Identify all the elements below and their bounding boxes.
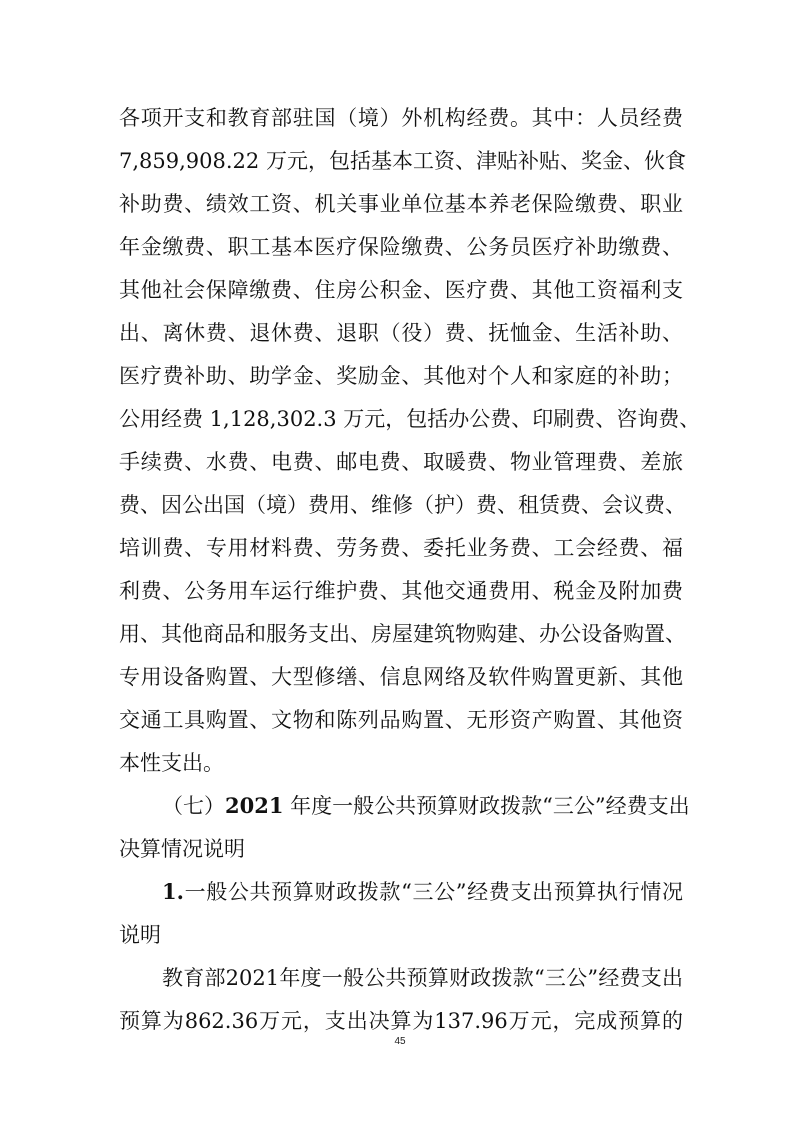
section-heading-7-continued: 决算情况说明 [119,837,245,861]
heading-text: 年度一般公共预算财政拨款“三公”经费支出 [283,794,690,818]
body-text-line: 交通工具购置、文物和陈列品购置、无形资产购置、其他资 [119,708,683,732]
subsection-heading-1 [162,872,683,912]
body-text-line: 利费、公务用车运行维护费、其他交通费用、税金及附加费 [119,579,683,603]
body-text-line: 公用经费 1,128,302.3 万元，包括办公费、印刷费、咨询费、 [119,407,701,431]
subsection-heading-1-continued: 说明 [119,923,161,947]
page-number: 45 [394,1036,406,1047]
body-text-line: 各项开支和教育部驻国（境）外机构经费。其中：人员经费 [119,106,683,130]
body-text-line: 出、离休费、退休费、退职（役）费、抚恤金、生活补助、 [119,321,683,345]
body-text-line: 医疗费补助、助学金、奖励金、其他对个人和家庭的补助； [119,364,683,388]
body-text-line: 7,859,908.22 万元，包括基本工资、津贴补贴、奖金、伙食 [119,149,686,173]
body-text-line: 其他社会保障缴费、住房公积金、医疗费、其他工资福利支 [119,278,683,302]
body-text-line: 预算为862.36万元，支出决算为137.96万元，完成预算的 [119,1009,683,1033]
heading-year: 2021 [225,793,284,818]
body-text-line: 费、因公出国（境）费用、维修（护）费、租赁费、会议费、 [119,493,686,517]
heading-text: 一般公共预算财政拨款“三公”经费支出预算执行情况 [183,880,683,904]
body-text-line: 教育部2021年度一般公共预算财政拨款“三公”经费支出 [162,966,683,990]
body-text-line: 专用设备购置、大型修缮、信息网络及软件购置更新、其他 [119,665,683,689]
body-text-line: 补助费、绩效工资、机关事业单位基本养老保险缴费、职业 [119,192,683,216]
section-heading-7 [162,786,690,826]
body-text-line: 本性支出。 [119,751,224,775]
heading-number: 1. [162,879,184,904]
heading-prefix: （七） [162,794,225,818]
body-text-line: 用、其他商品和服务支出、房屋建筑物购建、办公设备购置、 [119,622,686,646]
body-text-line: 年金缴费、职工基本医疗保险缴费、公务员医疗补助缴费、 [119,235,683,259]
body-text-line: 培训费、专用材料费、劳务费、委托业务费、工会经费、福 [119,536,683,560]
body-text-line: 手续费、水费、电费、邮电费、取暖费、物业管理费、差旅 [119,450,683,474]
